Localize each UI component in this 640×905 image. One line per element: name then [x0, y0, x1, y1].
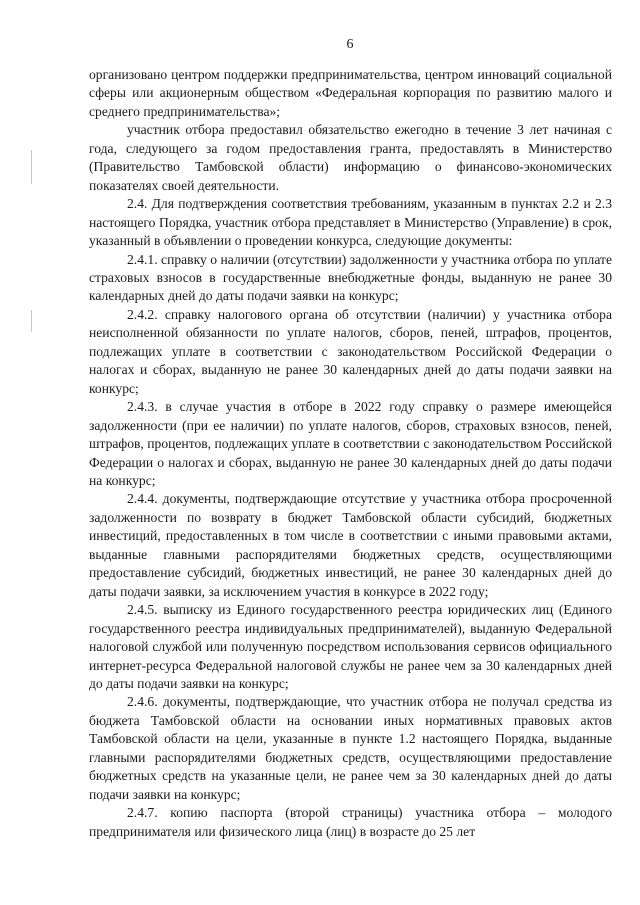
paragraph: организовано центром поддержки предпринимательства, центром инноваций социальной сферы или акционерным обществом «Федеральная корпорация по развитию малого и среднего предпринимательства»;	[89, 67, 612, 119]
paragraph-2-4-4: 2.4.4. документы, подтверждающие отсутствие у участника отбора просроченной задолженности по возврату в бюджет Тамбовской области субсидий, бюджетных инвестиций, предоставленных в том числе в соответствии с иными правовыми актами, выданные главными распорядителями бюджетных средств, осуществляющими предоставление субсидий, бюджетных инвестиций, не ранее 30 календарных дней до даты подачи заявки, за исключением участия в конкурсе в 2022 году;	[89, 491, 612, 599]
paragraph-2-4: 2.4. Для подтверждения соответствия требованиям, указанным в пунктах 2.2 и 2.3 настоящего Порядка, участник отбора представляет в Министерство (Управление) в срок, указанный в объявлении о проведении конкурса, следующие документы:	[89, 196, 612, 249]
paragraph-2-4-6: 2.4.6. документы, подтверждающие, что участник отбора не получал средства из бюджета Тамбовской области на основании иных нормативных правовых актов Тамбовской области на цели, указанные в пункте 1.2 настоящего Порядка, выданные главными распорядителями бюджетных средств, осуществляющими предоставление бюджетных средств на указанные цели, не ранее чем за 30 календарных дней до даты подачи заявки на конкурс;	[89, 694, 612, 802]
paragraph-2-4-5: 2.4.5. выписку из Единого государственного реестра юридических лиц (Единого государственного реестра индивидуальных предпринимателей), выданную Федеральной налоговой службой или полученную посредством использования сервисов официального интернет-ресурса Федеральной налоговой службы не ранее чем за 30 календарных дней до даты подачи заявки на конкурс;	[89, 602, 612, 691]
scan-margin-mark	[31, 310, 32, 332]
paragraph: участник отбора предоставил обязательство ежегодно в течение 3 лет начиная с года, следующего за годом предоставления гранта, предоставлять в Министерство (Правительство Тамбовской области) информацию о финансово-экономических показателях своей деятельности.	[89, 122, 612, 193]
page-number: 6	[346, 37, 354, 52]
scan-margin-mark	[31, 150, 32, 184]
paragraph-2-4-7: 2.4.7. копию паспорта (второй страницы) участника отбора – молодого предпринимателя или физического лица (лиц) в возрасте до 25 лет	[89, 805, 612, 839]
paragraph-2-4-2: 2.4.2. справку налогового органа об отсутствии (наличии) у участника отбора неисполненной обязанности по уплате налогов, сборов, пеней, штрафов, процентов, подлежащих уплате в соответствии с законодательством Российской Федерации о налогах и сборах, выданную не ранее 30 календарных дней до даты подачи заявки на конкурс;	[89, 306, 612, 396]
paragraph-2-4-1: 2.4.1. справку о наличии (отсутствии) задолженности у участника отбора по уплате страховых взносов в государственные внебюджетные фонды, выданную не ранее 30 календарных дней до даты подачи заявки на конкурс;	[89, 251, 612, 304]
document-body	[89, 66, 612, 841]
paragraph-2-4-3: 2.4.3. в случае участия в отборе в 2022 году справку о размере имеющейся задолженности (при ее наличии) по уплате налогов, сборов, страховых взносов, пеней, штрафов, процентов, подлежащих уплате в соответствии с законодательством Российской Федерации о налогах и сборах, выданную не ранее 30 календарных дней до даты подачи на конкурс;	[89, 399, 612, 488]
